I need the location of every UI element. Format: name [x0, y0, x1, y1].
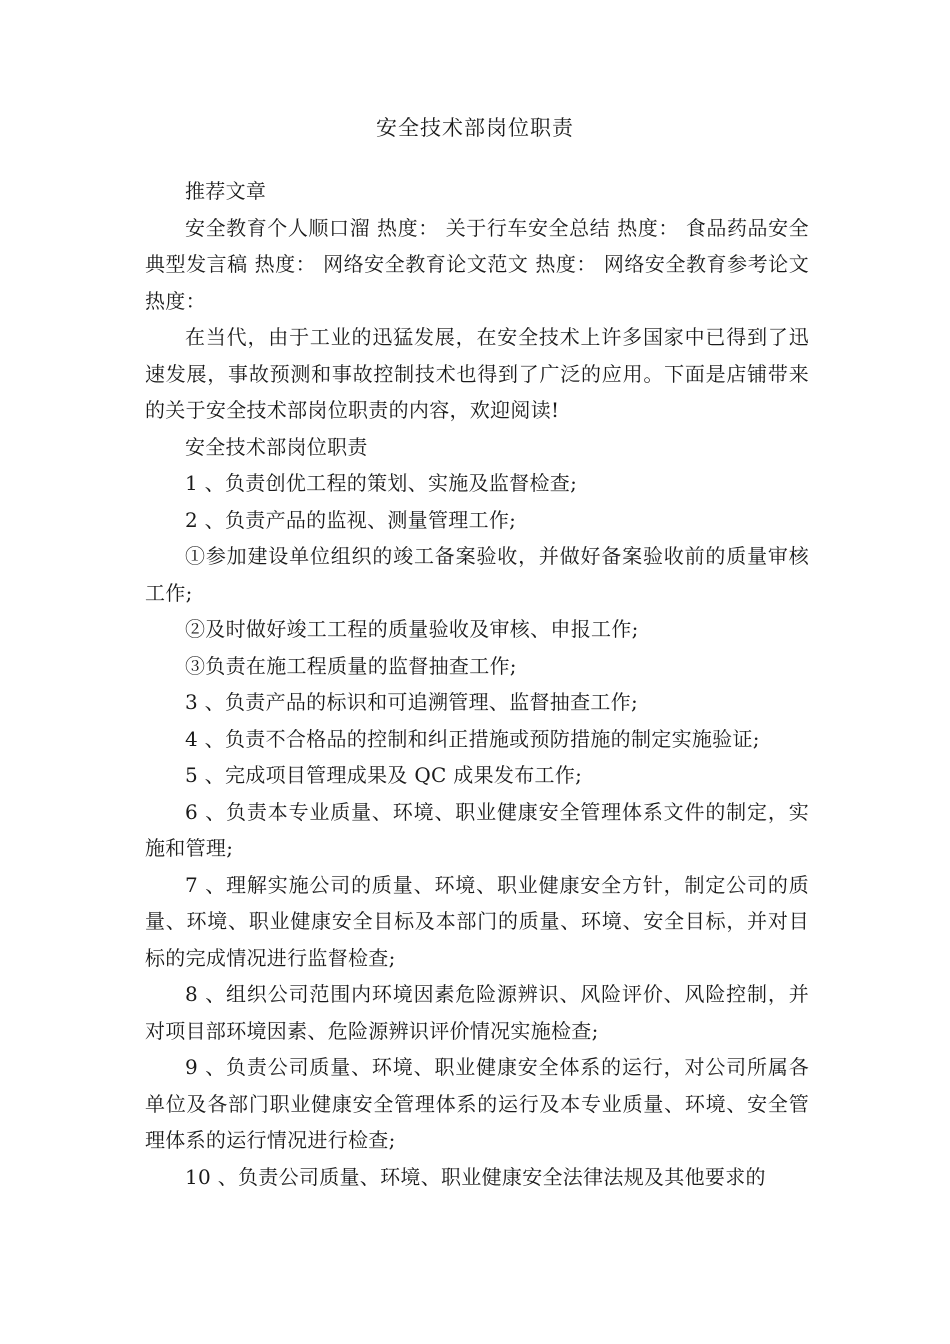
paragraph-item-5: 5 、完成项目管理成果及 QC 成果发布工作;: [185, 763, 583, 787]
paragraph-item-4: 4 、负责不合格品的控制和纠正措施或预防措施的制定实施验证;: [185, 726, 760, 751]
paragraph-item-2: 2 、负责产品的监视、测量管理工作;: [185, 507, 517, 532]
paragraph-item-1: 1 、负责创优工程的策划、实施及监督检查;: [185, 471, 578, 495]
paragraph-item-6: 6 、负责本专业质量、环境、职业健康安全管理体系文件的制定，实施和管理;: [145, 799, 809, 860]
paragraph-item-7: 7 、理解实施公司的质量、环境、职业健康安全方针，制定公司的质量、环境、职业健康安全目标及本部门的质量、环境、安全目标，并对目标的完成情况进行监督检查;: [145, 872, 809, 970]
paragraph-recommended-list: 安全教育个人顺口溜 热度： 关于行车安全总结 热度： 食品药品安全典型发言稿 热度： 网络安全教育论文范文 热度： 网络安全教育参考论文 热度：: [145, 215, 809, 313]
paragraph-item-8: 8 、组织公司范围内环境因素危险源辨识、风险评价、风险控制，并对项目部环境因素、危险源辨识评价情况实施检查;: [145, 982, 809, 1043]
paragraph-item-3: 3 、负责产品的标识和可追溯管理、监督抽查工作;: [185, 690, 639, 714]
paragraph-subitem-3: ③负责在施工程质量的监督抽查工作;: [185, 653, 517, 678]
paragraph-section-heading: 安全技术部岗位职责: [185, 434, 368, 459]
paragraph-subitem-2: ②及时做好竣工工程的质量验收及审核、申报工作;: [185, 617, 639, 641]
paragraph-subitem-1: ①参加建设单位组织的竣工备案验收，并做好备案验收前的质量审核工作;: [145, 544, 809, 605]
paragraph-item-10: 10 、负责公司质量、环境、职业健康安全法律法规及其他要求的: [185, 1164, 766, 1189]
paragraph-item-9: 9 、负责公司质量、环境、职业健康安全体系的运行，对公司所属各单位及各部门职业健康安全管理体系的运行及本专业质量、环境、安全管理体系的运行情况进行检查;: [145, 1055, 809, 1152]
paragraph-recommended-heading: 推荐文章: [185, 179, 267, 203]
paragraph-intro: 在当代，由于工业的迅猛发展，在安全技术上许多国家中已得到了迅速发展，事故预测和事故控制技术也得到了广泛的应用。下面是店铺带来的关于安全技术部岗位职责的内容，欢迎阅读!: [145, 325, 809, 422]
document-title: 安全技术部岗位职责: [376, 116, 574, 140]
document-body: [145, 173, 809, 1195]
